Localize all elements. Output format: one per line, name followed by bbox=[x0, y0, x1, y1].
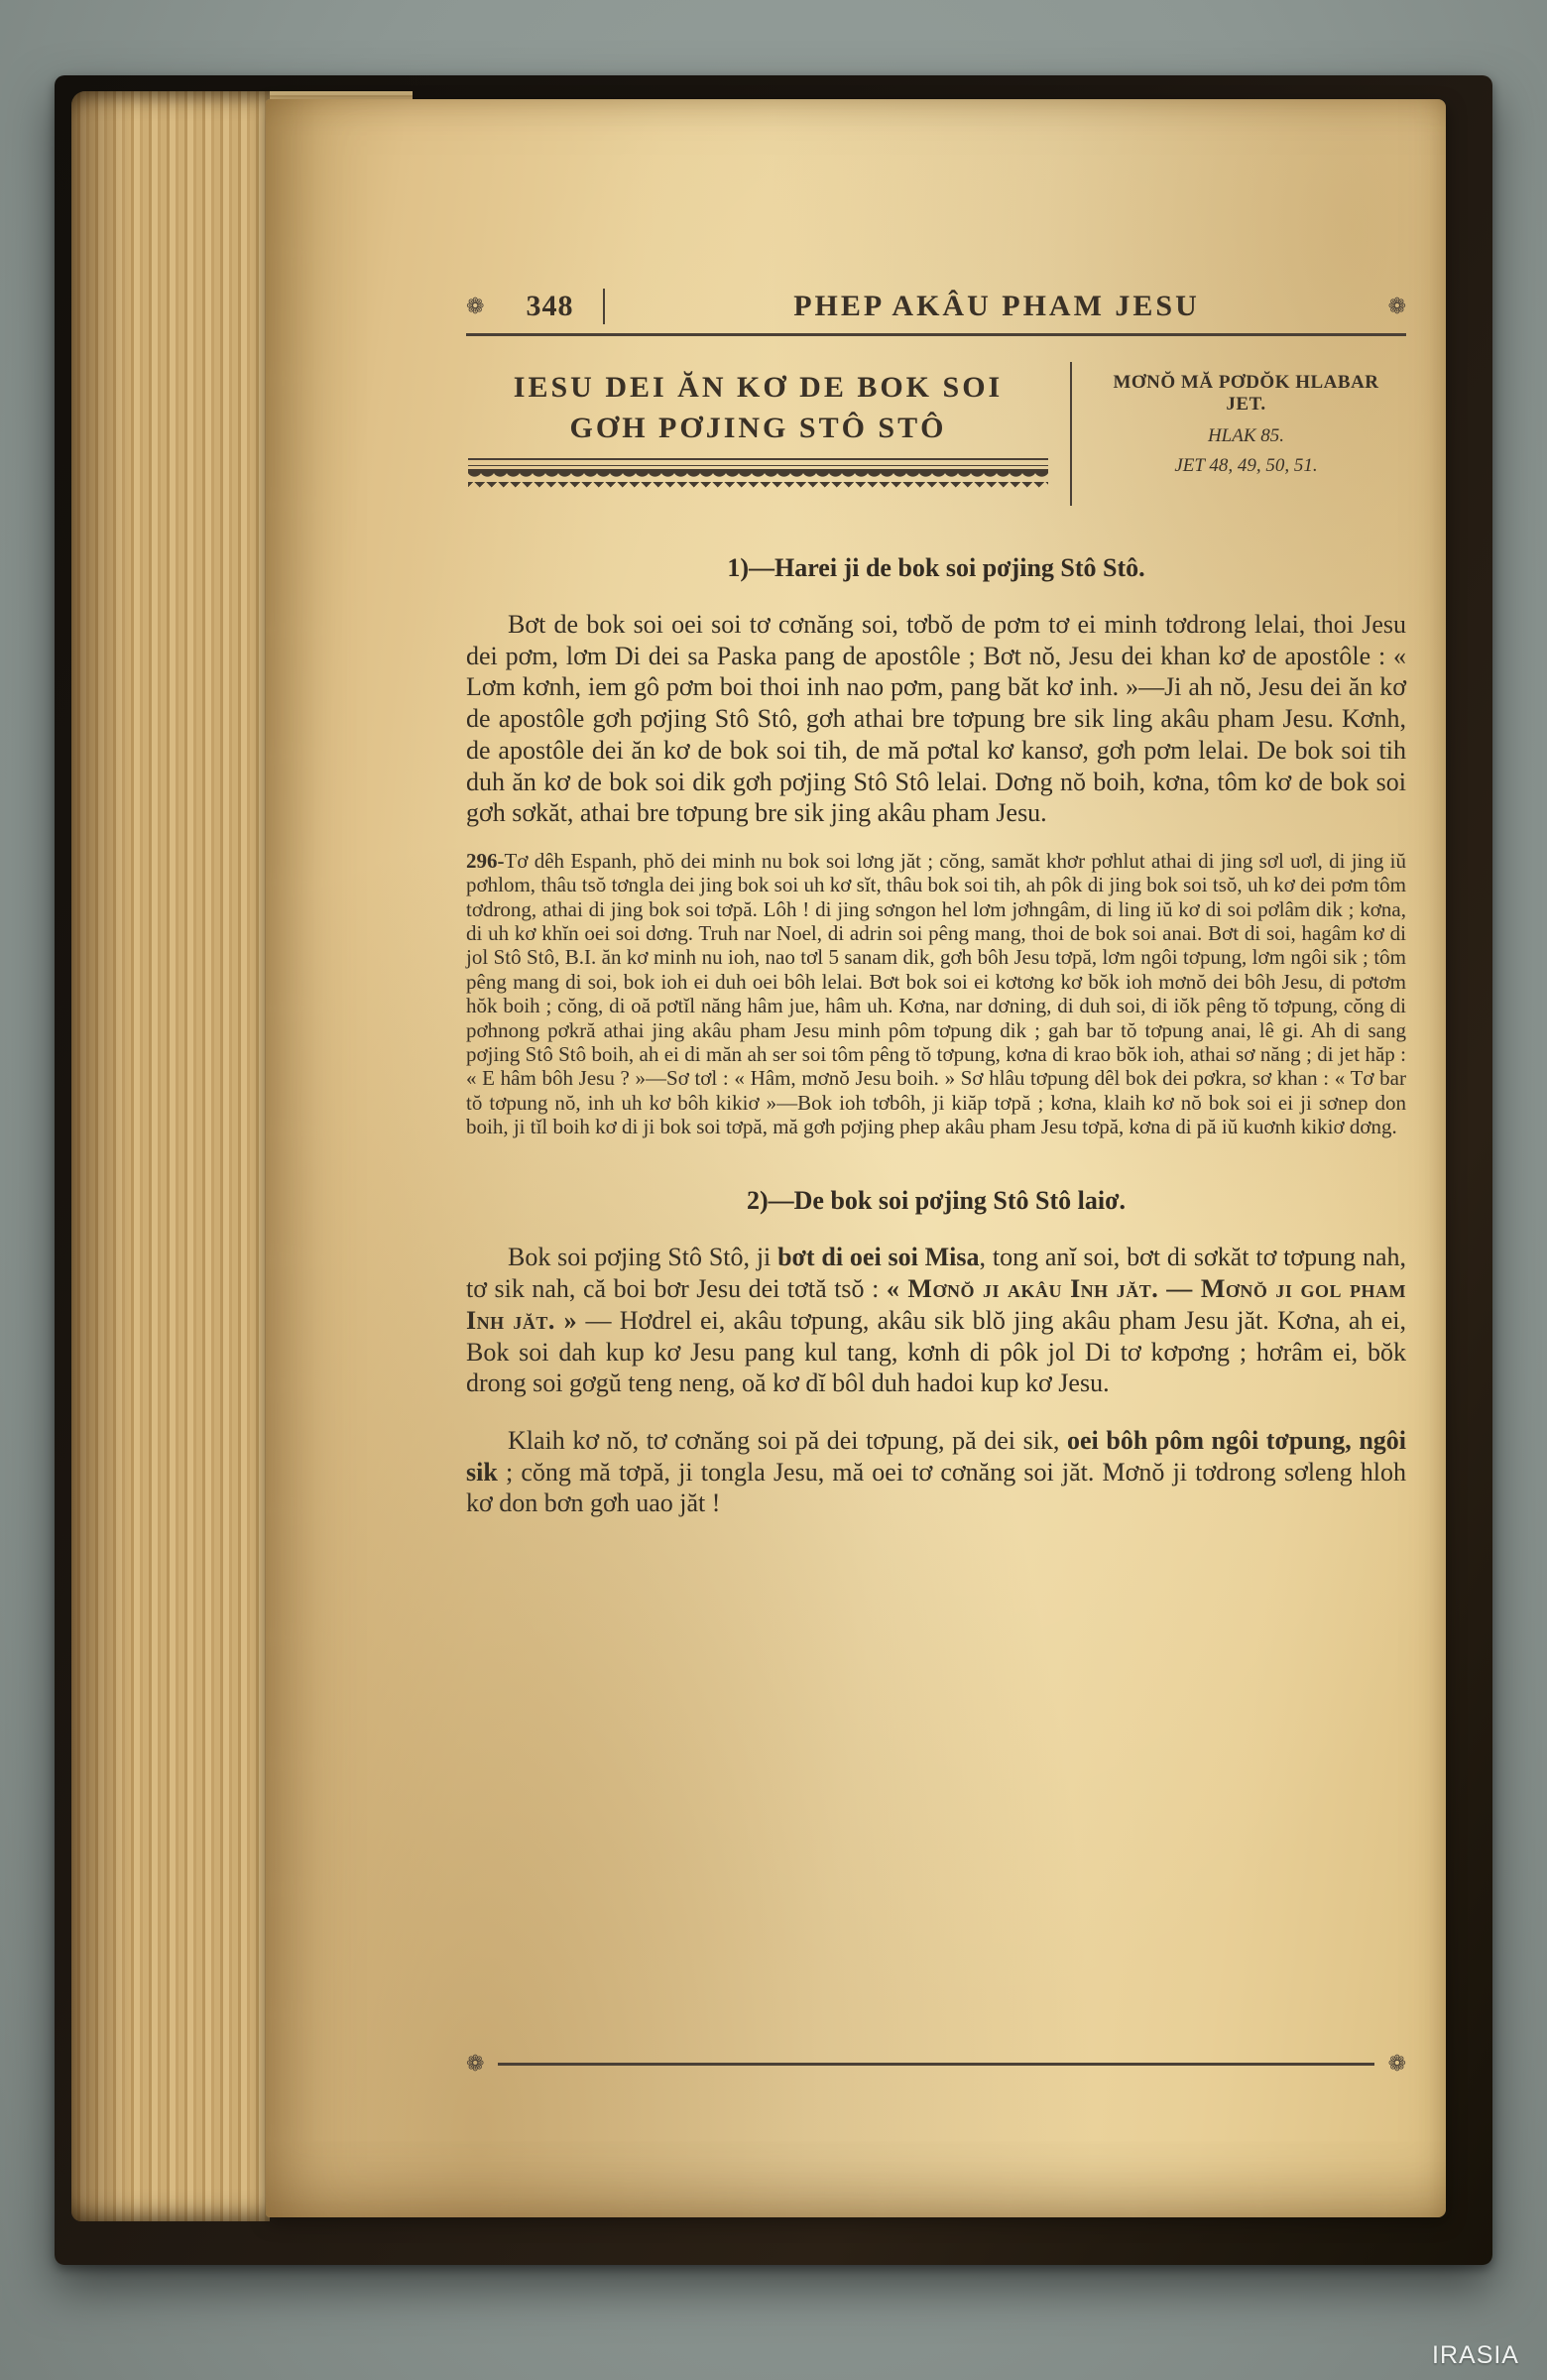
chapter-title-line2: GƠH PƠJING STÔ STÔ bbox=[569, 411, 947, 444]
p1-bold: bơt di oei soi Misa bbox=[777, 1243, 980, 1272]
bottom-rule bbox=[466, 2035, 1406, 2075]
header-rule bbox=[466, 333, 1406, 336]
zigzag-border-ornament bbox=[468, 482, 1048, 492]
p2-bold: oei bôh pôm ngôi tơpung, ngôi sik bbox=[466, 1425, 1407, 1487]
reference-line1: MƠNŎ MĂ PƠDŎK HLABAR JET. bbox=[1113, 372, 1379, 415]
book-title: PHEP AKÂU PHAM JESU bbox=[793, 290, 1200, 322]
note-body: Tơ dêh Espanh, phŏ dei minh nu bok soi lơng jăt ; cŏng, samăt khơr pơhlut athai di jing sơl uơl, di jing iŭ pơhlom, thâu tsŏ tơngla dei jing bok soi uh kơ sĭt, thâu bok soi tih, ah pôk di jing bok soi tsŏ, uh kơ dei pơm tôm tơdrong, athai di jing bok soi tơpă. Lôh ! di jing sơngon hel lơm jơhngâm, di ling iŭ kơ di soi pơlâm dik ; kơna, di uh kơ khĭn oei soi dơng. Truh nar Noel, di adrin soi pêng mang, thoi de bok soi anai. Bơt di soi, hagâm kơ di jol Stô Stô, B.I. ăn kơ minh nu ioh, nao tơl 5 sanam dik, gơh bôh Jesu tơpă, lơm ngôi tơpung, lơm ngôi sik ; tôm pêng mang di soi, bok ioh ei duh oei bôh lelai. Bơt bok soi ei kơtơng kơ bŏk ioh mơnŏ dei bôh Jesu, di pơtơm hŏk boih ; cŏng, di oă pơtĭl năng hâm jue, hâm uh. Kơna, nar dơning, di duh soi, di iŏk pêng tŏ tơpung, cŏng di pơhnong pơkră athai jing akâu pham Jesu minh pôm tơpung dik ; gah bar tŏ tơpung anai, lê gi. Ah di sang pơjing Stô Stô boih, ah ei di măn ah ser soi tôm pêng tŏ tơpung, kơna di krao bŏk ioh, athai sơ năng ; di jet hăp : « E hâm bôh Jesu ? »—Sơ tơl : « Hâm, mơnŏ Jesu boih. » Sơ hlâu tơpung dêl bok dei pơkra, sơ khan : « Tơ bar tŏ tơpung nŏ, inh uh kơ bôh kikiơ »—Bok ioh tơbôh, ji kiăp tơpă ; kơna, klaih kơ nŏ bok soi ei ji sơnep don boih, ji tĭl boih kơ di ji bok soi tơpă, mă gơh pơjing phep akâu pham Jesu tơpă, kơna di pă iŭ kuơnh kikiơ dơng. bbox=[466, 849, 1406, 1138]
bottom-rule-line bbox=[498, 2063, 1373, 2066]
book-page bbox=[266, 99, 1446, 2217]
p1-smallcaps-quote: « Mơnŏ ji akâu Inh jăt. — Mơnŏ ji gol pham Inh jăt. » bbox=[466, 1274, 1406, 1335]
section1-paragraph: Bơt de bok soi oei soi tơ cơnăng soi, tơbŏ de pơm tơ ei minh tơdrong lelai, thoi Jesu dei pơm, lơm Di dei sa Paska pang de apostôle ; Bơt nŏ, Jesu dei khan kơ de apostôle : « Lơm kơnh, iem gô pơm boi thoi inh nao pơm, pang băt kơ inh. »—Ji ah nŏ, Jesu dei ăn kơ de apostôle gơh pơjing Stô Stô, gơh athai bre tơpung bre sik ling akâu pham Jesu. Kơnh, de apostôle dei ăn kơ de bok soi tih, de mă pơtal kơ kansơ, gơh pơm lelai. De bok soi tih duh ăn kơ de bok soi dik gơh pơjing Stô Stô lelai. Dơng nŏ boih, kơna, tôm kơ de bok soi gơh sơkăt, athai bre tơpung bre sik jing akâu pham Jesu. bbox=[466, 610, 1406, 828]
p2-lead: Klaih kơ nŏ, tơ cơnăng soi pă dei tơpung, pă dei sik, bbox=[508, 1425, 1068, 1455]
corner-ornament-icon: ❁ bbox=[1387, 2051, 1406, 2076]
p2-tail: ; cŏng mă tơpă, ji tongla Jesu, mă oei tơ cơnăng soi jăt. Mơnŏ ji tơdrong sơleng hloh kơ don bơn gơh uao jăt ! bbox=[466, 1457, 1406, 1518]
reference-line3: JET 48, 49, 50, 51. bbox=[1174, 455, 1318, 476]
section2-heading: 2)—De bok soi pơjing Stô Stô laiơ. bbox=[746, 1186, 1126, 1216]
chapter-title bbox=[468, 368, 1048, 448]
p1-lead: Bok soi pơjing Stô Stô, ji bbox=[508, 1243, 778, 1272]
note-number: 296- bbox=[466, 849, 505, 874]
printed-area bbox=[466, 284, 1406, 2075]
p1-tail: — Hơdrel ei, akâu tơpung, akâu sik blŏ jing akâu pham Jesu jăt. Kơna, ah ei, Bok soi dah kup kơ Jesu pang kul tang, kơnh di pôk jol Di tơ kơpơng ; hơrâm ei, bŏk drong soi gơgŭ teng neng, oă kơ dĭ bôl duh hadoi kup kơ Jesu. bbox=[466, 1305, 1406, 1398]
corner-ornament-icon: ❁ bbox=[466, 2051, 485, 2076]
running-header bbox=[466, 284, 1406, 329]
irasia-watermark: IRASIA bbox=[1432, 2341, 1519, 2369]
reference-line2: HLAK 85. bbox=[1207, 425, 1285, 446]
title-double-rule bbox=[468, 458, 1048, 466]
chapter-title-left bbox=[466, 362, 1072, 506]
section1-heading: 1)—Harei ji de bok soi pơjing Stô Stô. bbox=[727, 553, 1145, 582]
section2-paragraph2 bbox=[466, 1425, 1406, 1519]
chapter-title-line1: IESU DEI ĂN KƠ DE BOK SOI bbox=[513, 371, 1004, 404]
corner-ornament-icon: ❁ bbox=[466, 294, 485, 318]
chapter-reference-block bbox=[1072, 362, 1406, 506]
header-divider bbox=[603, 289, 605, 324]
section1-note bbox=[466, 849, 1406, 1138]
scallop-border-ornament bbox=[468, 469, 1048, 480]
page-stack-edge bbox=[71, 91, 270, 2221]
chapter-title-block bbox=[466, 362, 1406, 506]
page-number: 348 bbox=[526, 290, 574, 322]
p1-mid: , tong anĭ soi, bơt di sơkăt tơ tơpung nah, tơ sik nah, că boi bơr Jesu dei tơtă tsŏ : bbox=[466, 1243, 1406, 1304]
section2-paragraph1 bbox=[466, 1242, 1406, 1399]
corner-ornament-icon: ❁ bbox=[1387, 294, 1406, 318]
